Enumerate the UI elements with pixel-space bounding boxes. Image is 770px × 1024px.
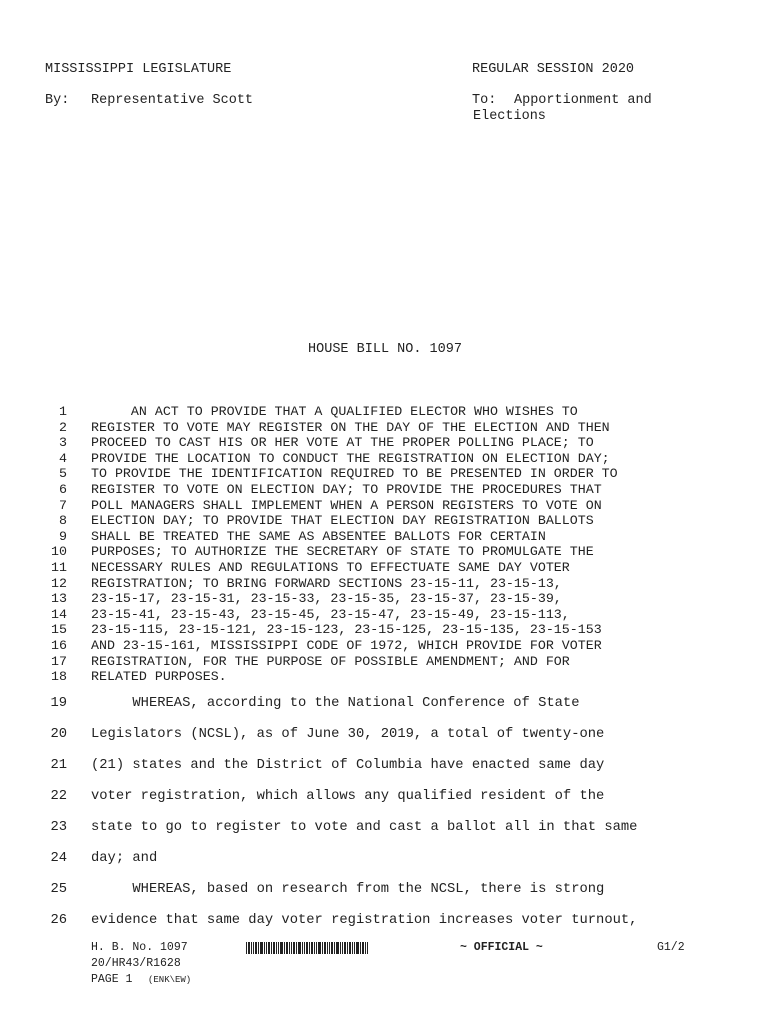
line-number: 4 <box>59 450 67 466</box>
line-number: 15 <box>51 622 67 638</box>
line-text: REGISTRATION; TO BRING FORWARD SECTIONS 23-15-11, 23-15-13, <box>91 575 562 591</box>
line-text: Legislators (NCSL), as of June 30, 2019, a total of twenty-one <box>91 727 605 742</box>
line-number: 10 <box>51 544 67 560</box>
line-text: PROCEED TO CAST HIS OR HER VOTE AT THE PROPER POLLING PLACE; TO <box>91 435 594 451</box>
line-text: evidence that same day voter registration increases voter turnout, <box>91 913 638 928</box>
line-number: 11 <box>51 560 67 575</box>
line-number: 13 <box>51 591 67 607</box>
line-text: SHALL BE TREATED THE SAME AS ABSENTEE BALLOTS FOR CERTAIN <box>91 528 546 544</box>
drafting-code: 20/HR43/R1628 <box>91 957 181 970</box>
line-number: 25 <box>50 882 67 897</box>
line-text: AN ACT TO PROVIDE THAT A QUALIFIED ELECTOR WHO WISHES TO <box>91 404 578 419</box>
line-text: TO PROVIDE THE IDENTIFICATION REQUIRED TO BE PRESENTED IN ORDER TO <box>91 466 618 482</box>
line-text: PURPOSES; TO AUTHORIZE THE SECRETARY OF STATE TO PROMULGATE THE <box>91 544 594 560</box>
page-code: G1/2 <box>657 941 685 954</box>
line-text: REGISTER TO VOTE MAY REGISTER ON THE DAY OF THE ELECTION AND THEN <box>91 419 610 435</box>
line-number: 7 <box>59 497 67 513</box>
committee-line-1: Apportionment and <box>514 93 652 108</box>
line-text: WHEREAS, based on research from the NCSL, there is strong <box>91 882 605 897</box>
line-text: voter registration, which allows any qualified resident of the <box>91 789 605 804</box>
to-label: To: <box>472 93 497 108</box>
line-number: 24 <box>50 851 67 866</box>
bill-title: HOUSE BILL NO. 1097 <box>308 342 462 357</box>
by-label: By: <box>45 93 70 108</box>
drafter-initials: (ENK\EW) <box>148 975 192 985</box>
line-text: state to go to register to vote and cast a ballot all in that same <box>91 820 638 835</box>
line-number: 6 <box>59 482 67 497</box>
line-number: 19 <box>50 696 67 711</box>
line-number: 14 <box>51 606 67 622</box>
line-text: PROVIDE THE LOCATION TO CONDUCT THE REGISTRATION ON ELECTION DAY; <box>91 450 610 466</box>
line-number: 12 <box>51 575 67 591</box>
footer-bill-ref: H. B. No. 1097 <box>91 941 188 954</box>
line-text: AND 23-15-161, MISSISSIPPI CODE OF 1972, WHICH PROVIDE FOR VOTER <box>91 638 602 653</box>
line-text: REGISTER TO VOTE ON ELECTION DAY; TO PROVIDE THE PROCEDURES THAT <box>91 482 602 497</box>
line-number: 8 <box>59 513 67 529</box>
barcode-icon <box>246 942 368 954</box>
line-text: 23-15-41, 23-15-43, 23-15-45, 23-15-47, 23-15-49, 23-15-113, <box>91 606 570 622</box>
line-text: 23-15-115, 23-15-121, 23-15-123, 23-15-125, 23-15-135, 23-15-153 <box>91 622 602 638</box>
line-number: 3 <box>59 435 67 451</box>
line-text: day; and <box>91 851 158 866</box>
line-text: 23-15-17, 23-15-31, 23-15-33, 23-15-35, 23-15-37, 23-15-39, <box>91 591 562 607</box>
line-text: WHEREAS, according to the National Conference of State <box>91 696 580 711</box>
line-number: 16 <box>51 638 67 653</box>
page-label: PAGE 1 <box>91 973 133 986</box>
line-number: 1 <box>59 404 67 419</box>
line-number: 18 <box>51 669 67 685</box>
line-number: 26 <box>50 913 67 928</box>
session-label: REGULAR SESSION 2020 <box>472 62 635 77</box>
line-number: 17 <box>51 653 67 669</box>
line-text: RELATED PURPOSES. <box>91 669 227 685</box>
line-text: POLL MANAGERS SHALL IMPLEMENT WHEN A PERSON REGISTERS TO VOTE ON <box>91 497 602 513</box>
line-text: NECESSARY RULES AND REGULATIONS TO EFFECTUATE SAME DAY VOTER <box>91 560 570 575</box>
line-number: 2 <box>59 419 67 435</box>
legislature-name: MISSISSIPPI LEGISLATURE <box>45 62 232 77</box>
line-number: 9 <box>59 528 67 544</box>
line-number: 23 <box>50 820 67 835</box>
line-text: ELECTION DAY; TO PROVIDE THAT ELECTION DAY REGISTRATION BALLOTS <box>91 513 594 529</box>
line-text: REGISTRATION, FOR THE PURPOSE OF POSSIBLE AMENDMENT; AND FOR <box>91 653 570 669</box>
official-label: ~ OFFICIAL ~ <box>460 941 543 954</box>
line-number: 5 <box>59 466 67 482</box>
line-number: 22 <box>50 789 67 804</box>
committee-line-2: Elections <box>473 109 546 124</box>
line-number: 21 <box>50 758 67 773</box>
sponsor-name: Representative Scott <box>91 93 254 108</box>
bill-title-row <box>0 342 770 357</box>
line-text: (21) states and the District of Columbia have enacted same day <box>91 758 605 773</box>
line-number: 20 <box>50 727 67 742</box>
